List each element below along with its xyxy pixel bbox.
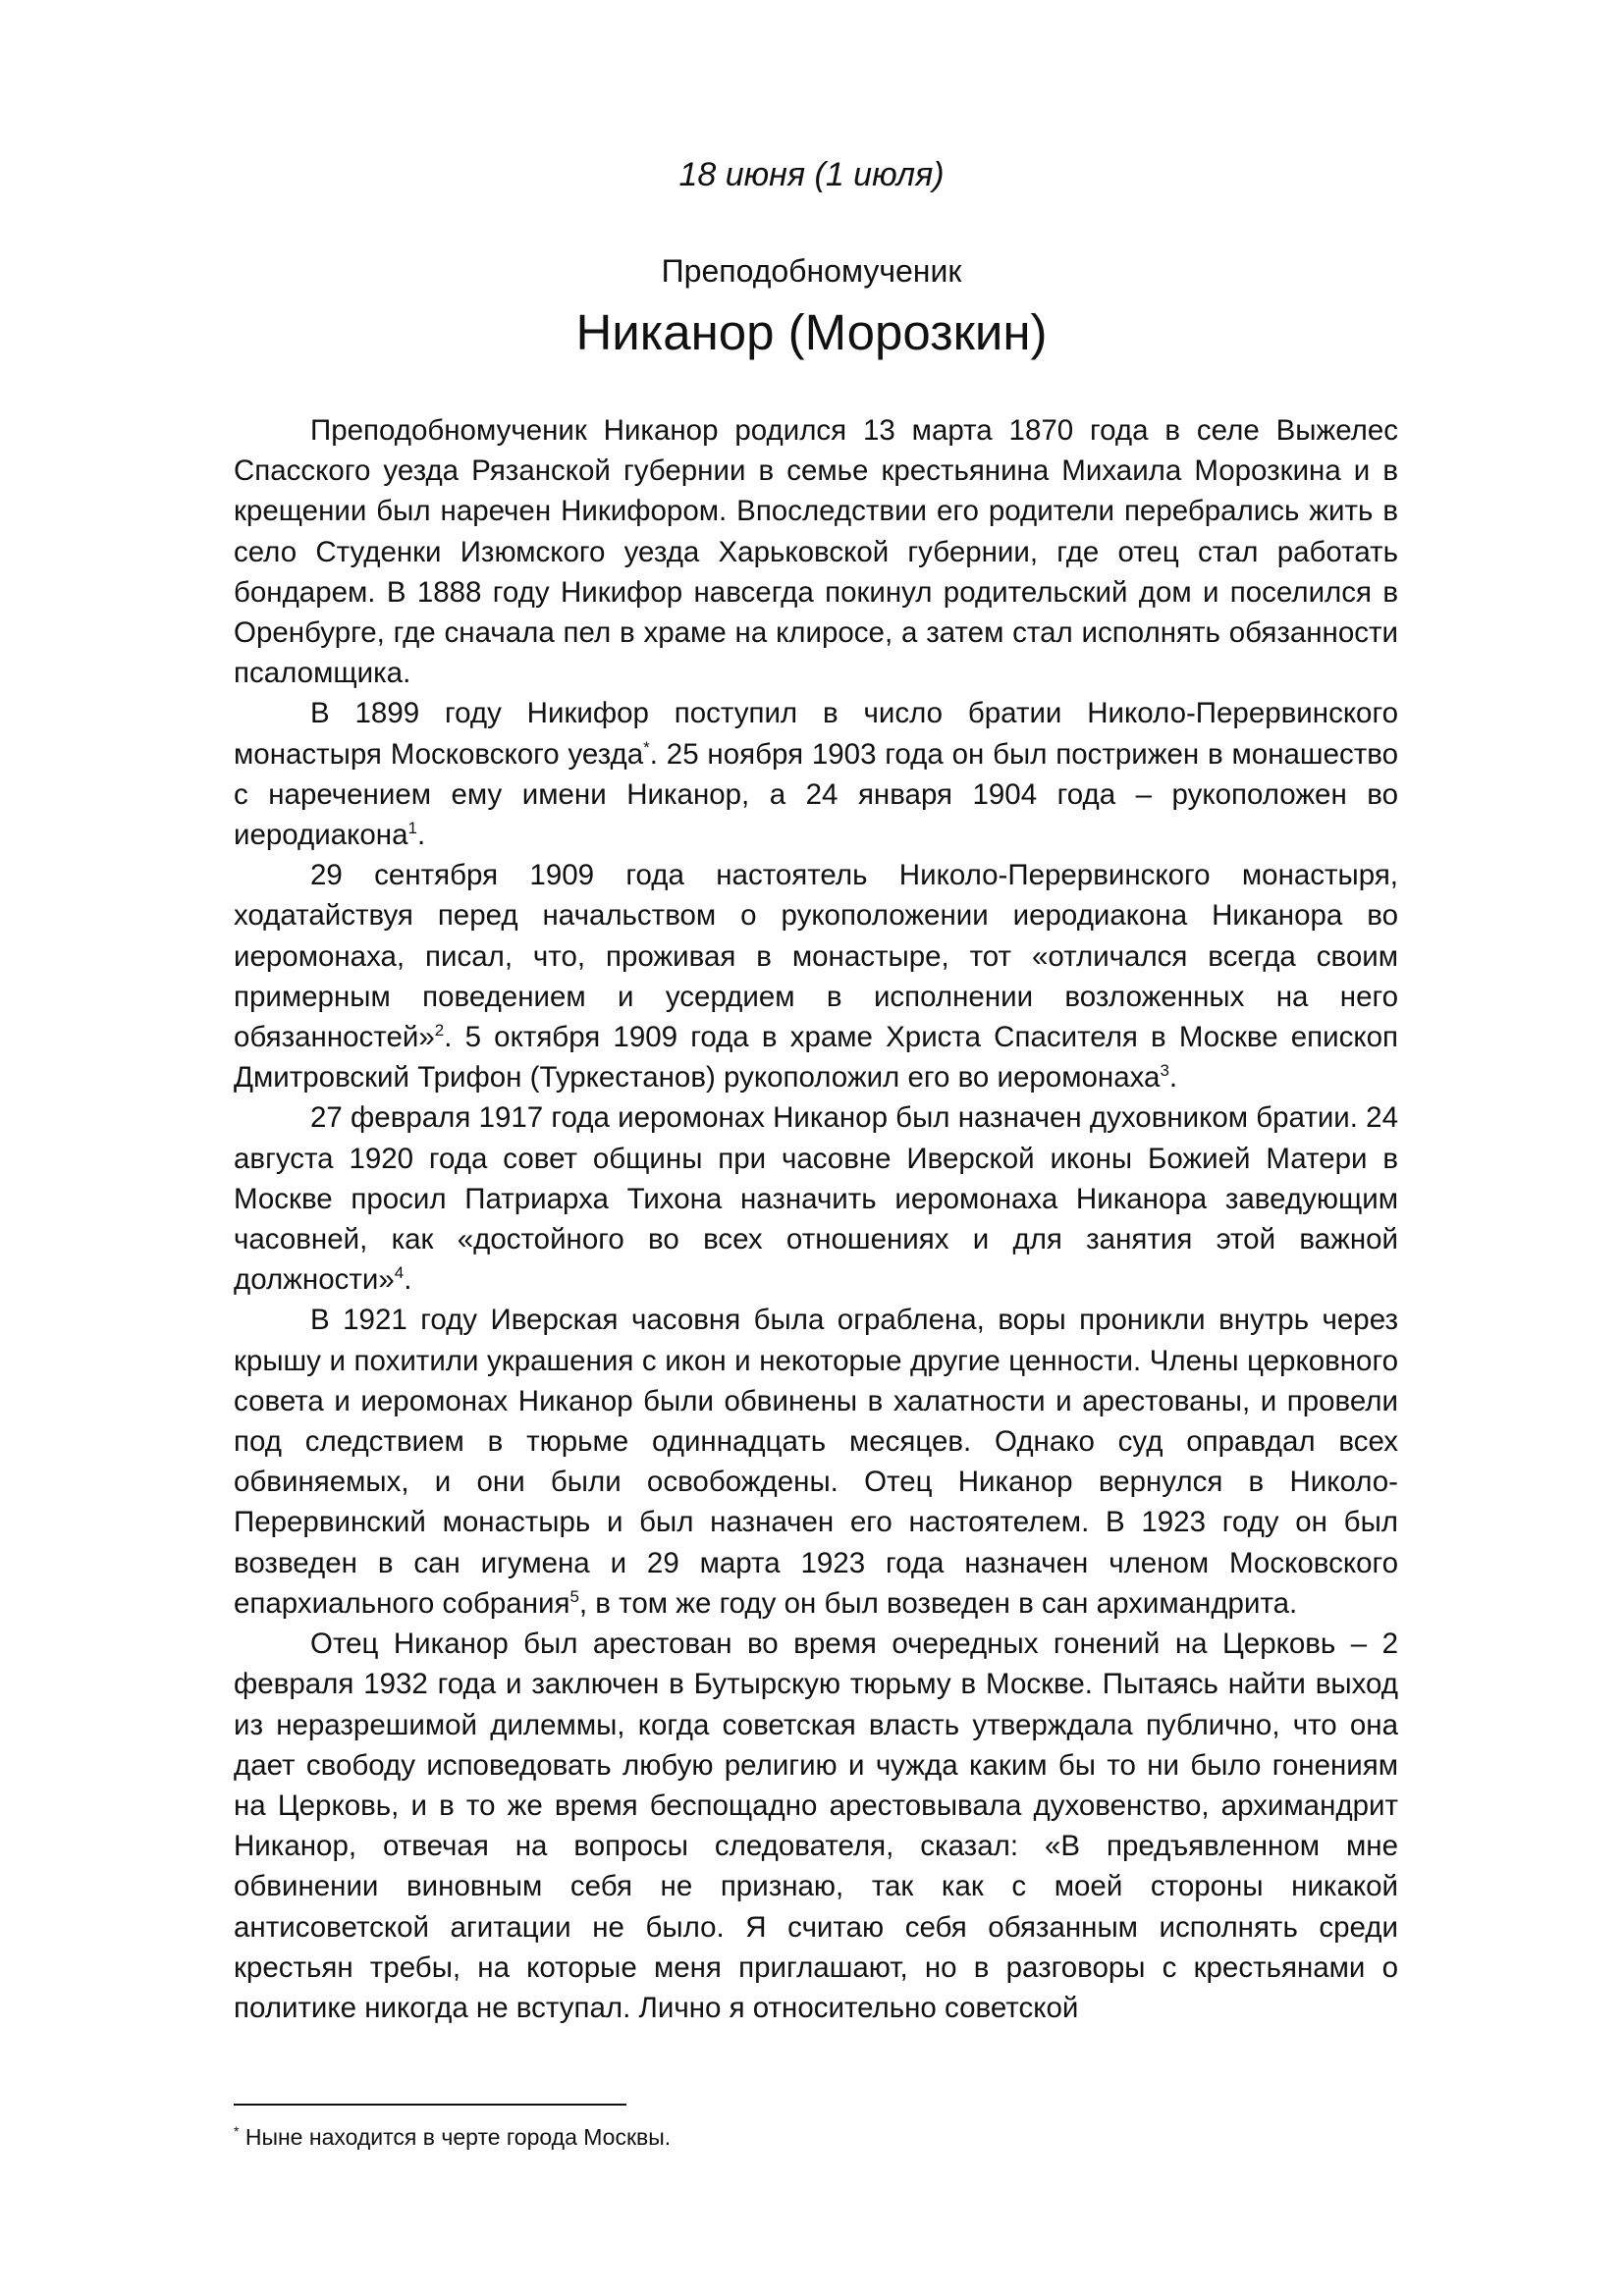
feast-date: 18 июня (1 июля) [678, 156, 945, 193]
paragraph-text: В 1921 году Иверская часовня была ограблена, воры проникли внутрь через крышу и похитили украшения с икон и некоторые другие ценности. Члены церковного совета и иеромонах Никанор были обвинены в халатности и арестованы, и провели под следствием в тюрьме одиннадцать месяцев. Однако суд оправдал всех обвиняемых, и они были освобождены. Отец Никанор вернулся в Николо-Перервинский монастырь и был назначен его настоятелем. В 1923 году он был возведен в сан игумена и 29 марта 1923 года назначен членом Московского епархиального собрания [234, 1304, 1398, 1620]
paragraph-text: 29 сентября 1909 года настоятель Николо-Перервинского монастыря, ходатайствуя перед начальством о рукоположении иеродиакона Никанора во иеромонаха, писал, что, проживая в монастыре, тот «отличался всегда своим примерным поведением и усердием в исполнении возложенных на него обязанностей» [234, 859, 1398, 1054]
endnote-mark: 1 [407, 819, 417, 838]
paragraph-text: . 25 ноября 1903 года он был пострижен в монашество с наречением ему имени Никанор, а 24 января 1904 года – рукоположен во иеродиакона [234, 737, 1398, 852]
paragraph-text: 27 февраля 1917 года иеромонах Никанор был назначен духовником братии. 24 августа 1920 года совет общины при часовне Иверской иконы Божией Матери в Москве просил Патриарха Тихона назначить иеромонаха Никанора заведующим часовней, как «достойного во всех отношениях и для занятия этой важной должности» [234, 1101, 1398, 1297]
footnote-text: Ныне находится в черте города Москвы. [239, 2124, 672, 2150]
footnote-mark: * [234, 2123, 240, 2139]
paragraph-3 [234, 855, 1398, 1097]
paragraph-text: . [404, 1263, 412, 1297]
paragraph-2 [234, 693, 1398, 855]
paragraph-text: Преподобномученик Никанор родился 13 марта 1870 года в селе Выжелес Спасского уезда Рязанской губернии в семье крестьянина Михаила Морозкина и в крещении был наречен Никифором. Впоследствии его родители перебрались жить в село Студенки Изюмского уезда Харьковской губернии, где отец стал работать бондарем. В 1888 году Никифор навсегда покинул родительский дом и поселился в Оренбурге, где сначала пел в храме на клиросе, а затем стал исполнять обязанности псаломщика. [234, 414, 1398, 690]
footnote [234, 2122, 1398, 2152]
footnote-separator [234, 2104, 626, 2106]
footnote-mark: * [643, 737, 650, 757]
paragraph-6 [234, 1624, 1398, 2028]
paragraph-5 [234, 1300, 1398, 1624]
paragraph-text: Отец Никанор был арестован во время очередных гонений на Церковь – 2 февраля 1932 года и заключен в Бутырскую тюрьму в Москве. Пытаясь найти выход из неразрешимой дилеммы, когда советская власть утверждала публично, что она дает свободу исповедовать любую религию и чужда каким бы то ни было гонениям на Церковь, и в то же время беспощадно арестовывала духовенство, архимандрит Никанор, отвечая на вопросы следователя, сказал: «В предъявленном мне обвинении виновным себя не признаю, так как с моей стороны никакой антисоветской агитации не было. Я считаю себя обязанным исполнять среди крестьян требы, на которые меня приглашают, но в разговоры с крестьянами о политике никогда не вступал. Лично я относительно советской [234, 1628, 1398, 2024]
paragraph-text: . 5 октября 1909 года в храме Христа Спасителя в Москве епископ Дмитровский Трифон (Туркестанов) рукоположил его во иеромонаха [234, 1021, 1398, 1095]
paragraph-text: , в том же году он был возведен в сан архимандрита. [578, 1586, 1298, 1620]
paragraph-text: . [1168, 1061, 1178, 1095]
endnote-mark: 3 [1160, 1061, 1169, 1081]
article-body [234, 410, 1398, 2028]
paragraph-text: В 1899 году Никифор поступил в число братии Николо-Перервинского монастыря Московского уезда [234, 697, 1398, 771]
endnote-mark: 4 [394, 1263, 405, 1283]
paragraph-4 [234, 1097, 1398, 1300]
saint-name: Никанор (Морозкин) [575, 304, 1048, 360]
saint-rank: Преподобномученик [661, 253, 962, 289]
paragraph-1 [234, 410, 1398, 693]
endnote-mark: 5 [569, 1586, 579, 1606]
paragraph-text: . [416, 819, 426, 852]
endnote-mark: 2 [434, 1021, 445, 1041]
